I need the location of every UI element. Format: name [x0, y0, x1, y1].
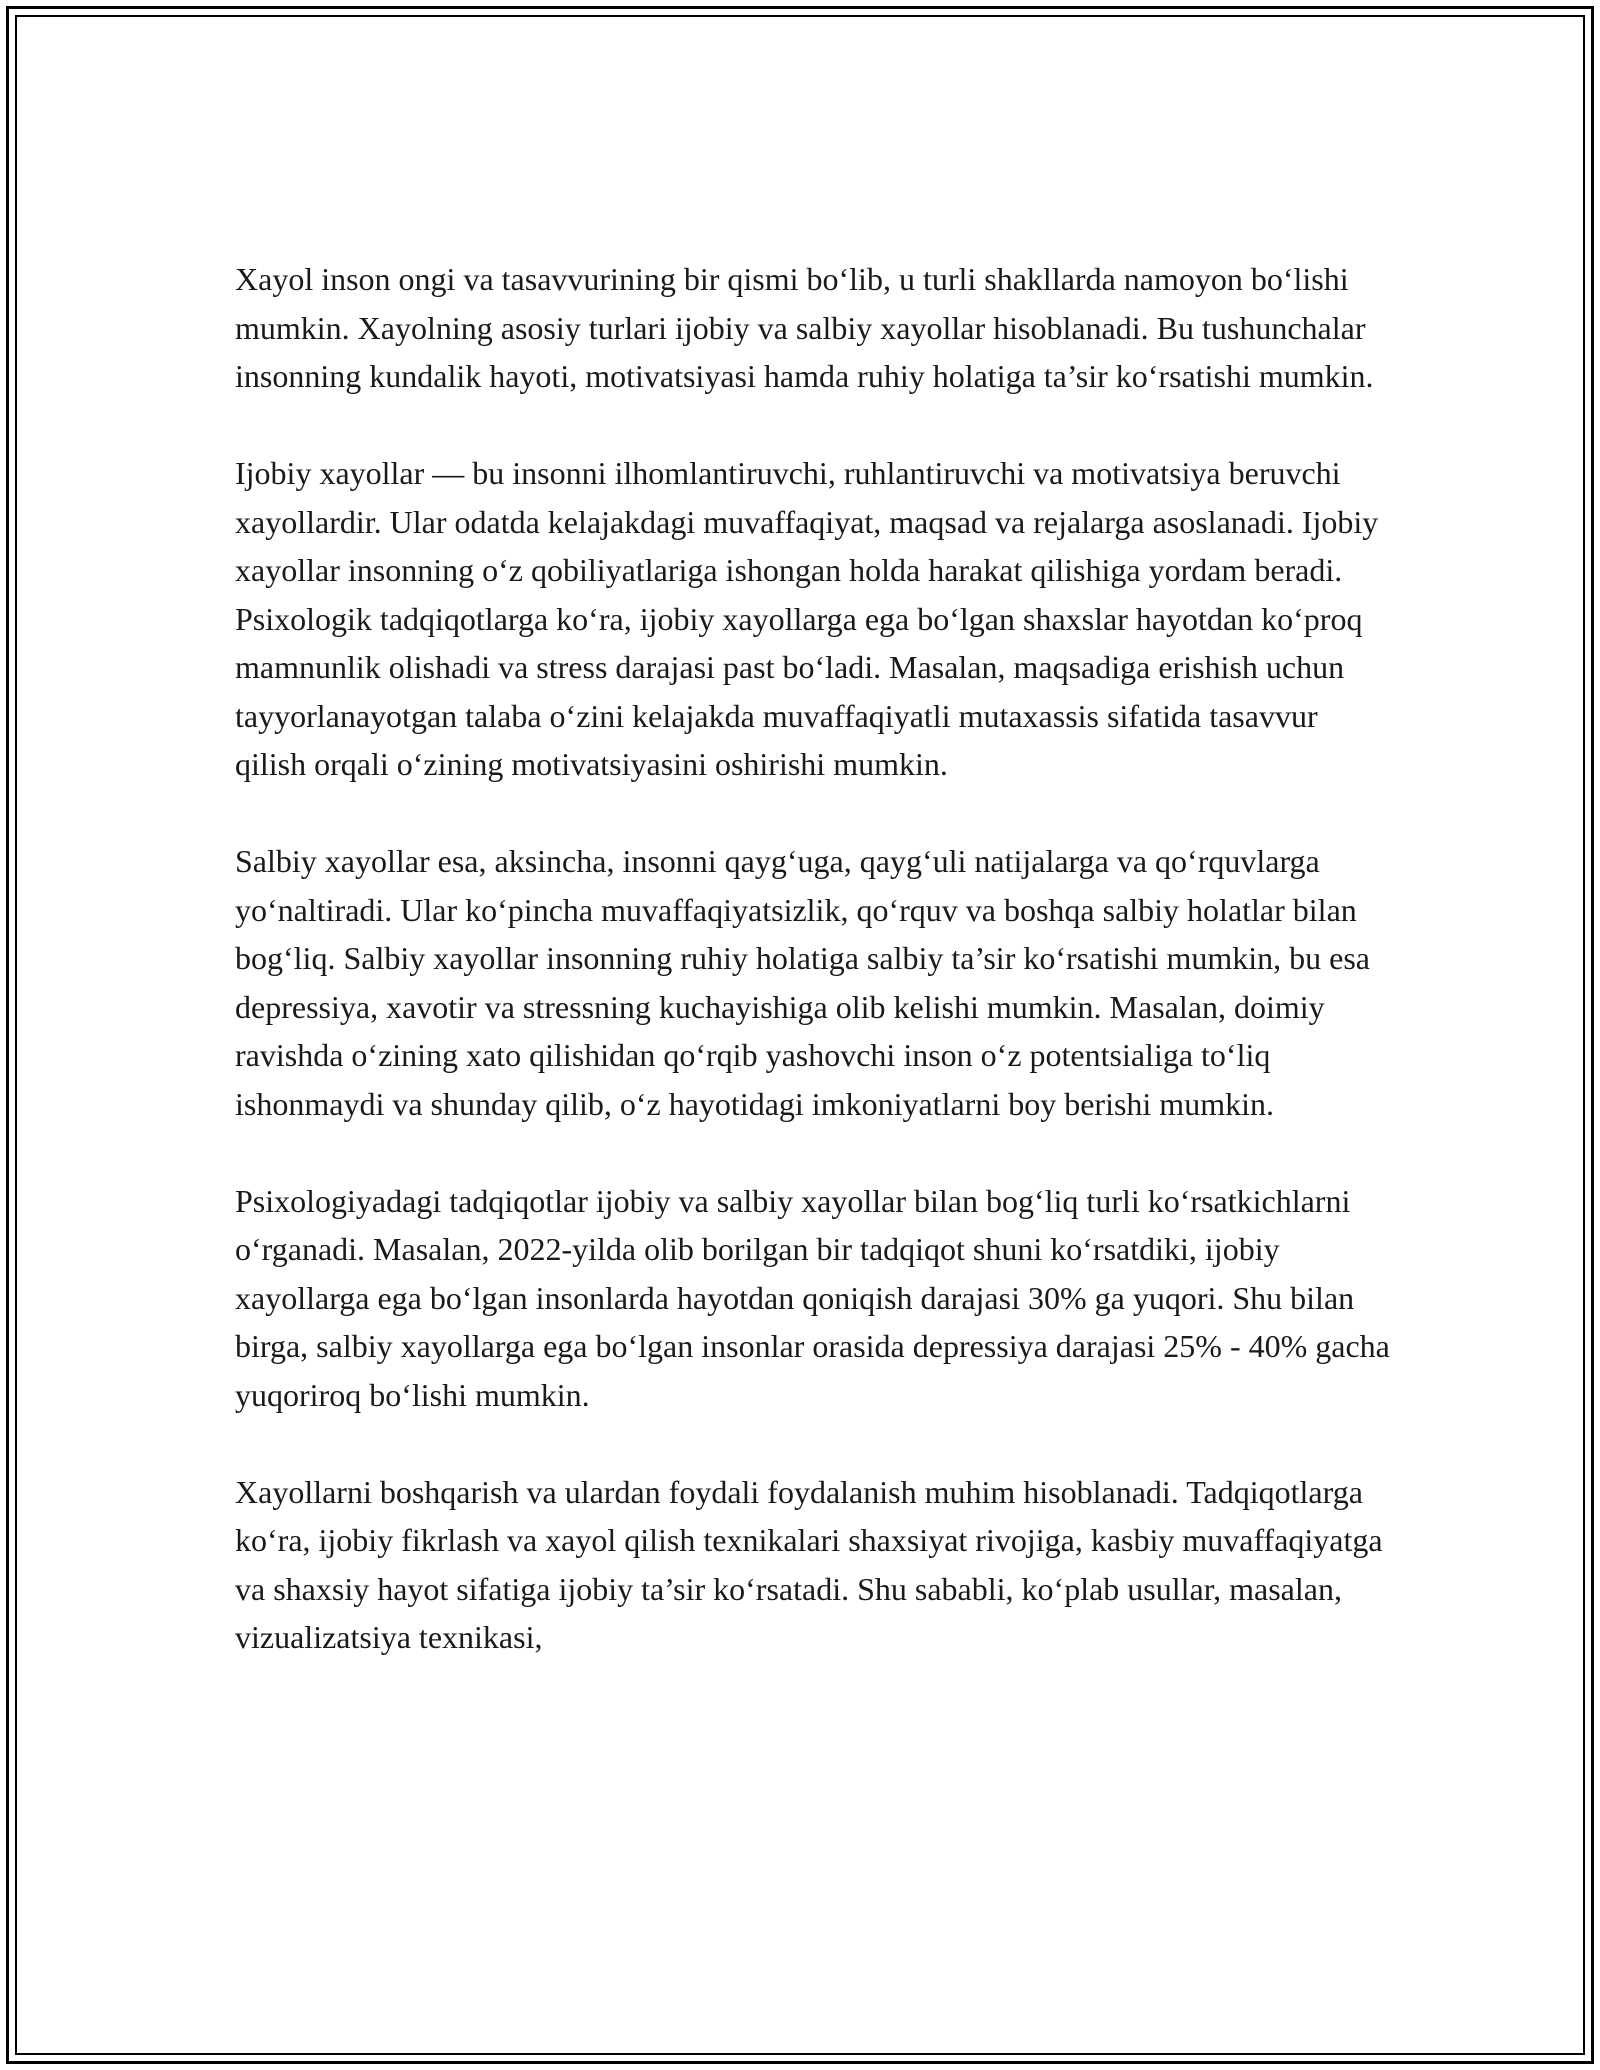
paragraph-research: Psixologiyadagi tadqiqotlar ijobiy va salbiy xayollar bilan bog‘liq turli ko‘rsatkichlarni o‘rganadi. Masalan, 2022-yilda olib borilgan bir tadqiqot shuni ko‘rsatdiki, ijobiy xayollarga ega bo‘lgan insonlarda hayotdan qoniqish darajasi 30% ga yuqori. Shu bilan birga, salbiy xayollarga ega bo‘lgan insonlar orasida depressiya darajasi 25% - 40% gacha yuqoriroq bo‘lishi mumkin.: [235, 1182, 1390, 1413]
document-body: [235, 255, 1395, 1710]
paragraph-negative-thoughts: Salbiy xayollar esa, aksincha, insonni qayg‘uga, qayg‘uli natijalarga va qo‘rquvlarga yo‘naltiradi. Ular ko‘pincha muvaffaqiyatsizlik, qo‘rquv va boshqa salbiy holatlar bilan bog‘liq. Salbiy xayollar insonning ruhiy holatiga salbiy ta’sir ko‘rsatishi mumkin, bu esa depressiya, xavotir va stressning kuchayishiga olib kelishi mumkin. Masalan, doimiy ravishda o‘zining xato qilishidan qo‘rqib yashovchi inson o‘z potentsialiga to‘liq ishonmaydi va shunday qilib, o‘z hayotidagi imkoniyatlarni boy berishi mumkin.: [235, 843, 1370, 1122]
paragraph-positive-thoughts: Ijobiy xayollar — bu insonni ilhomlantiruvchi, ruhlantiruvchi va motivatsiya beruvchi xayollardir. Ular odatda kelajakdagi muvaffaqiyat, maqsad va rejalarga asoslanadi. Ijobiy xayollar insonning o‘z qobiliyatlariga ishongan holda harakat qilishiga yordam beradi. Psixologik tadqiqotlarga ko‘ra, ijobiy xayollarga ega bo‘lgan shaxslar hayotdan ko‘proq mamnunlik olishadi va stress darajasi past bo‘ladi. Masalan, maqsadiga erishish uchun tayyorlanayotgan talaba o‘zini kelajakda muvaffaqiyatli mutaxassis sifatida tasavvur qilish orqali o‘zining motivatsiyasini oshirishi mumkin.: [235, 455, 1379, 782]
paragraph-intro: Xayol inson ongi va tasavvurining bir qismi bo‘lib, u turli shakllarda namoyon bo‘lishi mumkin. Xayolning asosiy turlari ijobiy va salbiy xayollar hisoblanadi. Bu tushunchalar insonning kundalik hayoti, motivatsiyasi hamda ruhiy holatiga ta’sir ko‘rsatishi mumkin.: [235, 261, 1374, 394]
paragraph-management: Xayollarni boshqarish va ulardan foydali foydalanish muhim hisoblanadi. Tadqiqotlarga ko‘ra, ijobiy fikrlash va xayol qilish texnikalari shaxsiyat rivojiga, kasbiy muvaffaqiyatga va shaxsiy hayot sifatiga ijobiy ta’sir ko‘rsatadi. Shu sababli, ko‘plab usullar, masalan, vizualizatsiya texnikasi,: [235, 1473, 1383, 1655]
